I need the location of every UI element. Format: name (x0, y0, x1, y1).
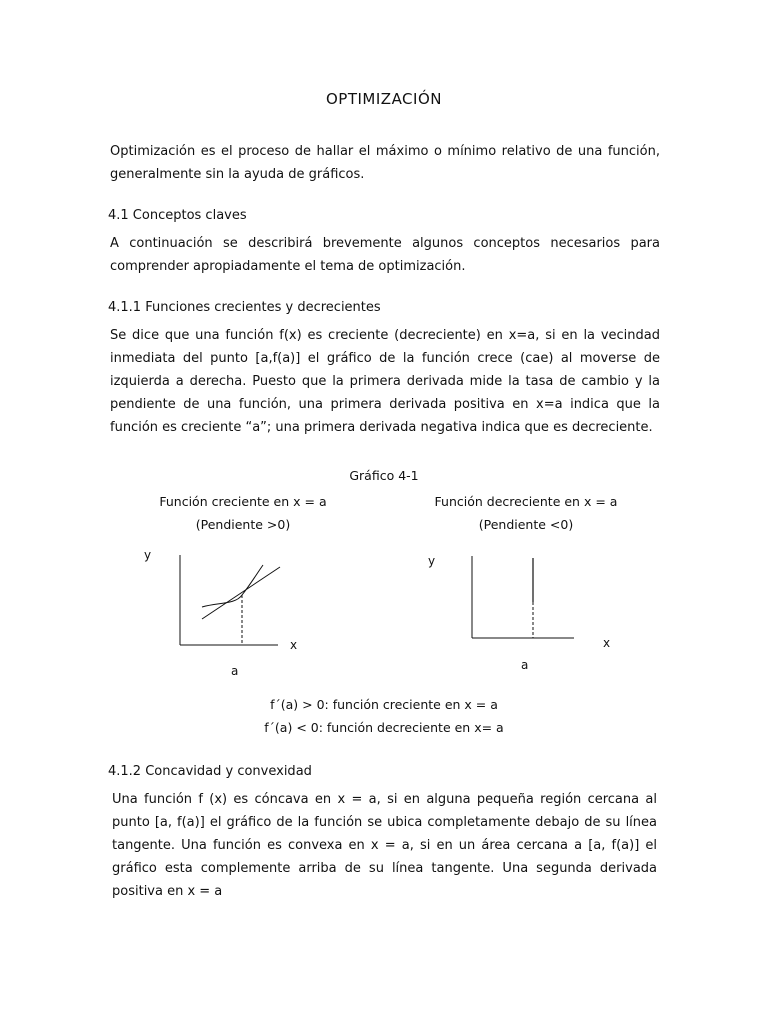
rule-negative-derivative: f´(a) < 0: función decreciente en x= a (264, 720, 504, 735)
right-y-axis-label: y (428, 554, 436, 568)
left-y-axis-label: y (144, 548, 152, 562)
left-x-axis-label: x (290, 638, 298, 652)
section-4-1-2-heading: 4.1.2 Concavidad y convexidad (108, 764, 312, 779)
right-a-label: a (521, 658, 529, 672)
left-graph-subtitle: (Pendiente >0) (195, 517, 291, 532)
tangent-line (202, 567, 280, 619)
increasing-function-graph (170, 550, 300, 650)
section-4-1-1-heading: 4.1.1 Funciones crecientes y decrecientes (108, 300, 381, 315)
decreasing-function-graph (462, 550, 582, 650)
left-graph-title: Función creciente en x = a (159, 494, 327, 509)
right-x-axis-label: x (603, 636, 611, 650)
section-4-1-heading: 4.1 Conceptos claves (108, 208, 247, 223)
increasing-curve (202, 565, 263, 607)
right-graph-subtitle: (Pendiente <0) (478, 517, 574, 532)
page-title: OPTIMIZACIÓN (325, 90, 442, 108)
section-4-1-paragraph: A continuación se describirá brevemente algunos conceptos necesarios para comprender apropiadamente el tema de optimización. (110, 236, 660, 274)
section-4-1-1-paragraph: Se dice que una función f(x) es creciente (decreciente) en x=a, si en la vecindad inmediata del punto [a,f(a)] el gráfico de la función crece (cae) al moverse de izquierda a derecha. Puesto que la primera derivada mide la tasa de cambio y la pendiente de una función, una primera derivada positiva en x=a indica que la función es creciente “a”; una primera derivada negativa indica que es decreciente. (110, 328, 660, 435)
section-4-1-2-paragraph: Una función f (x) es cóncava en x = a, si en alguna pequeña región cercana al punto [a, f(a)] el gráfico de la función se ubica completamente debajo de su línea tangente. Una función es convexa en x = a, si en un área cercana a [a, f(a)] el gráfico esta complemente arriba de su línea tangente. Una segunda derivada positiva en x = a (112, 792, 657, 899)
intro-paragraph: Optimización es el proceso de hallar el máximo o mínimo relativo de una función, generalmente sin la ayuda de gráficos. (110, 144, 660, 182)
left-a-label: a (231, 664, 239, 678)
right-graph-title: Función decreciente en x = a (434, 494, 618, 509)
figure-caption: Gráfico 4-1 (349, 468, 419, 483)
rule-positive-derivative: f´(a) > 0: función creciente en x = a (270, 697, 498, 712)
